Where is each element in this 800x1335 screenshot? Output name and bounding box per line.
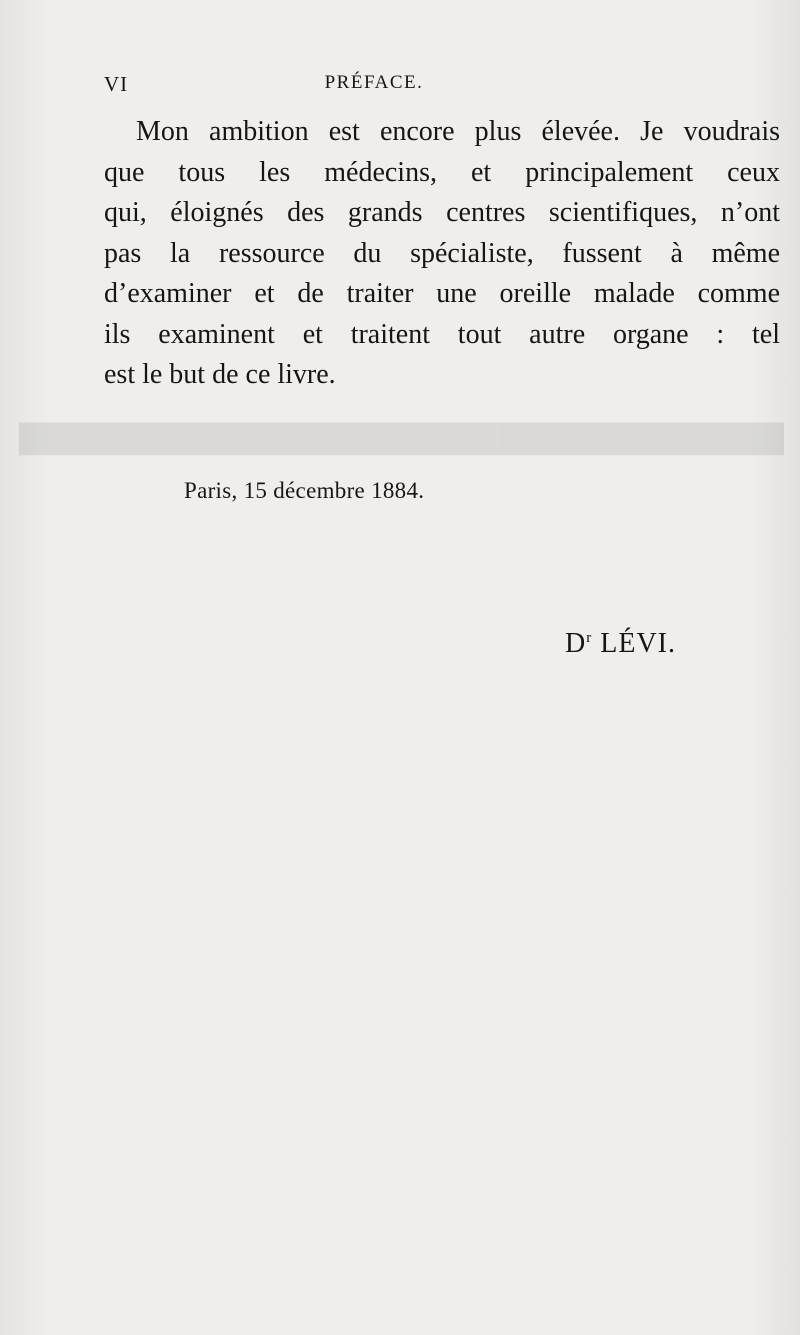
- preface-paragraph: [104, 112, 780, 396]
- signature-title-superscript: r: [586, 630, 593, 646]
- paragraph-line: est le but de ce livre.: [104, 359, 336, 390]
- author-signature: [565, 628, 676, 660]
- paragraph-line: d’examiner et de traiter une oreille malade comme: [104, 278, 780, 309]
- page-header: [104, 72, 780, 102]
- paragraph-line: Mon ambition est encore plus élevée. Je voudrais: [136, 116, 780, 147]
- page-number: VI: [104, 72, 129, 96]
- signature-title: D: [565, 628, 587, 659]
- bleed-through-texture: ████████████████████████████████████████: [18, 423, 784, 453]
- paragraph-line: qui, éloignés des grands centres scientifiques, n’ont: [104, 197, 780, 228]
- paragraph-line: que tous les médecins, et principalement ceux: [104, 156, 780, 188]
- running-title: PRÉFACE.: [324, 72, 424, 93]
- paragraph-line: ils examinent et traitent tout autre organe : tel: [104, 318, 780, 350]
- dateline: Paris, 15 décembre 1884.: [184, 478, 425, 503]
- signature-name: LÉVI.: [600, 628, 676, 659]
- paragraph-line: pas la ressource du spécialiste, fussent à même: [104, 237, 780, 269]
